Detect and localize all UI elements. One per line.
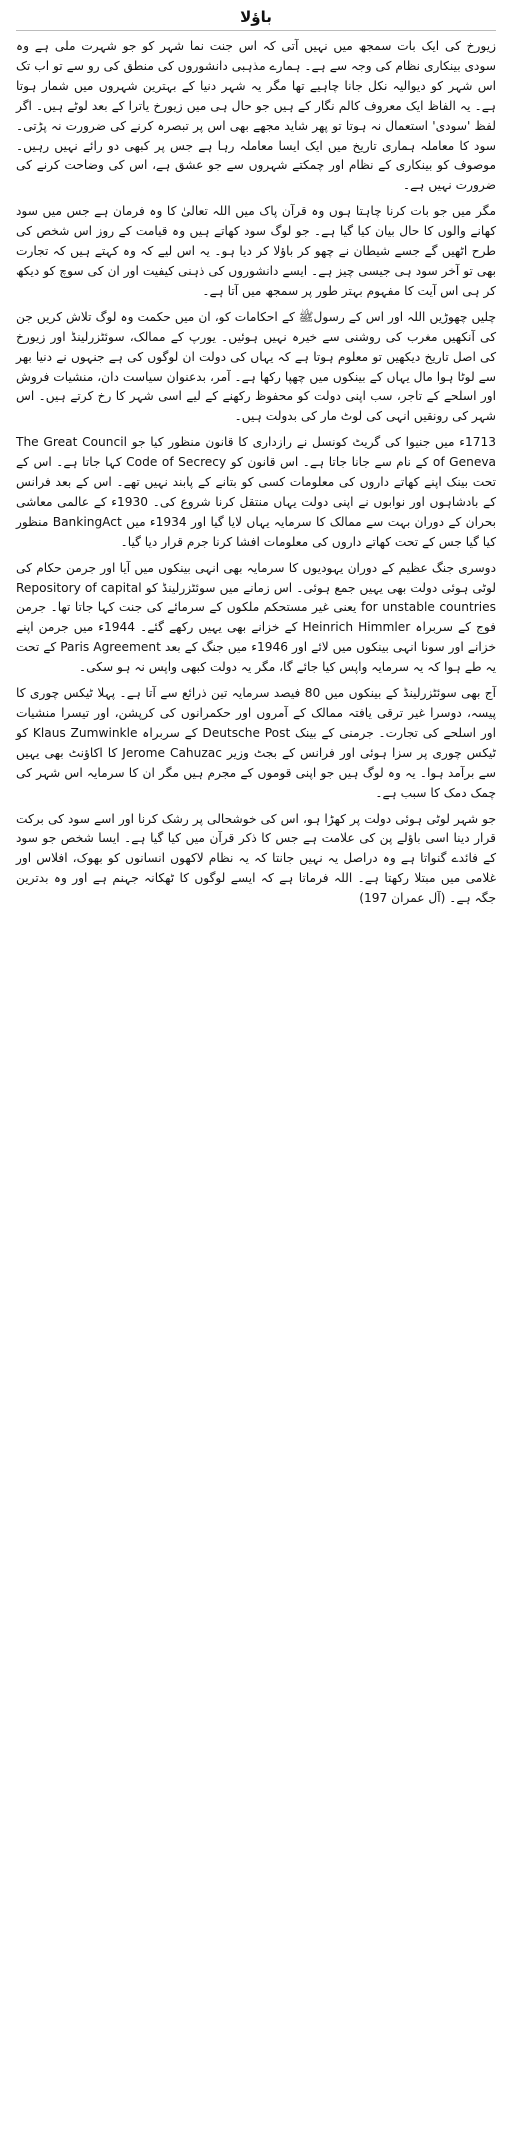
article-paragraph-5: دوسری جنگ عظیم کے دوران یہودیوں کا سرمایہ بھی انہی بینکوں میں آیا اور جرمن حکام کی لوٹی ہوئی دولت بھی یہیں جمع ہوئی۔ اس زمانے میں سوئٹزرلینڈ کو Repository of capital for unstable countries یعنی غیر مستحکم ملکوں کے سرمائے کی جنت کہا جاتا تھا۔ جرمن فوج کے سربراہ Heinrich Himmler کے خزانے بھی یہیں رکھے گئے۔ 1944ء میں جرمن اپنے خزانے اور سونا انہی بینکوں میں لائے اور 1946ء میں جنگ کے بعد Paris Agreement کے تحت یہ طے ہوا کہ یہ سرمایہ واپس کیا جائے گا، مگر یہ دولت کبھی واپس نہ ہو سکی۔ <box>16 560 496 675</box>
article-column <box>12 0 500 2134</box>
article-paragraph-1: زیورخ کی ایک بات سمجھ میں نہیں آتی کہ اس جنت نما شہر کو جو شہرت ملی ہے وہ سودی بینکاری نظام کی وجہ سے ہے۔ ہمارے مذہبی دانشوروں کی منطق کی رو سے تو اب تک اس شہر کو دیوالیہ نکل جانا چاہیے تھا مگر یہ شہر دنیا کے بہترین شہروں میں شمار ہوتا ہے۔ یہ الفاظ ایک معروف کالم نگار کے ہیں جو حال ہی میں زیورخ یاترا کے بعد لوٹے ہیں۔ اگر لفظ 'سودی' استعمال نہ ہوتا تو پھر شاید مجھے بھی اس پر تبصرہ کرنے کی ضرورت نہ پڑتی۔ سود کا معاملہ ہماری تاریخ میں ایک ایسا معاملہ رہا ہے جس پر کبھی دو رائے نہیں رہیں۔ موصوف کو بینکاری کے نظام اور چمکتے شہروں سے جو عشق ہے، اس کی وضاحت کرنے کی ضرورت نہیں ہے۔ <box>16 39 496 193</box>
article-title: باؤلا <box>16 4 496 31</box>
article-paragraph-6: آج بھی سوئٹزرلینڈ کے بینکوں میں 80 فیصد سرمایہ تین ذرائع سے آتا ہے۔ پہلا ٹیکس چوری کا پیسہ، دوسرا غیر ترقی یافتہ ممالک کے آمروں اور حکمرانوں کی کرپشن، اور تیسرا منشیات اور اسلحے کی تجارت۔ جرمنی کے بینک Deutsche Post کے سربراہ Klaus Zumwinkle کو ٹیکس چوری پر سزا ہوئی اور فرانس کے بجٹ وزیر Jerome Cahuzac کا اکاؤنٹ بھی یہیں سے برآمد ہوا۔ یہ وہ لوگ ہیں جو اپنی قوموں کے مجرم ہیں مگر ان کا سرمایہ اس شہر کی چمک دمک کا سبب ہے۔ <box>16 686 496 800</box>
article-paragraph-3: چلیں چھوڑیں اللہ اور اس کے رسولﷺ کے احکامات کو، ان میں حکمت وہ لوگ تلاش کریں جن کی آنکھیں مغرب کی روشنی سے خیرہ نہیں ہوئیں۔ یورپ کے ممالک، سوئٹزرلینڈ اور زیورخ کی اصل تاریخ دیکھیں تو معلوم ہوتا ہے کہ یہاں کی دولت ان لوگوں کی ہے جنہوں نے دنیا بھر سے لوٹا ہوا مال یہاں کے بینکوں میں چھپا رکھا ہے۔ آمر، بدعنوان سیاست دان، منشیات فروش اور اسلحے کے تاجر، سب اپنی دولت کو محفوظ رکھنے کے لیے اسی شہر کا رخ کرتے ہیں۔ اس شہر کی رونقیں انہی کی لوٹ مار کی بدولت ہیں۔ <box>16 309 496 424</box>
article-paragraph-2: مگر میں جو بات کرنا چاہتا ہوں وہ قرآن پاک میں اللہ تعالیٰ کا وہ فرمان ہے جس میں سود کھانے والوں کا حال بیان کیا گیا ہے۔ جو لوگ سود کھاتے ہیں وہ قیامت کے روز اس شخص کی طرح اٹھیں گے جسے شیطان نے چھو کر باؤلا کر دیا ہو۔ یہ اس لیے کہ وہ کہتے ہیں کہ تجارت بھی تو آخر سود ہی جیسی چیز ہے۔ ایسے دانشوروں کی ذہنی کیفیت اور ان کی سوچ کو دیکھ کر ہی اس آیت کا مفہوم بہتر طور پر سمجھ میں آتا ہے۔ <box>16 204 496 298</box>
article-paragraph-7: جو شہر لوٹی ہوئی دولت پر کھڑا ہو، اس کی خوشحالی پر رشک کرنا اور اسے سود کی برکت قرار دینا اسی باؤلے پن کی علامت ہے جس کا ذکر قرآن میں کیا گیا ہے۔ ایسا شخص جو سود کے فائدے گنواتا ہے وہ دراصل یہ نہیں جانتا کہ یہ نظام لاکھوں انسانوں کو بھوک، افلاس اور غلامی میں مبتلا رکھتا ہے۔ اللہ فرماتا ہے کہ ایسے لوگوں کا ٹھکانہ جہنم ہے اور وہ بدترین جگہ ہے۔ (آل عمران 197) <box>16 811 496 906</box>
article-paragraph-4: 1713ء میں جنیوا کی گریٹ کونسل نے رازداری کا قانون منظور کیا جو The Great Council of Geneva کے نام سے جانا جاتا ہے۔ اس قانون کو Code of Secrecy کہا جاتا ہے۔ اس کے تحت بینک اپنے کھاتے داروں کی معلومات کسی کو بتانے کے پابند نہیں تھے۔ اس کے بعد فرانس کے بادشاہوں اور نوابوں نے اپنی دولت یہاں منتقل کرنا شروع کی۔ 1930ء کے عالمی معاشی بحران کے دوران بہت سے ممالک کا سرمایہ یہاں لایا گیا اور 1934ء میں BankingAct منظور کیا گیا جس کے تحت کھاتے داروں کی معلومات افشا کرنا جرم قرار دیا گیا۔ <box>16 435 497 549</box>
